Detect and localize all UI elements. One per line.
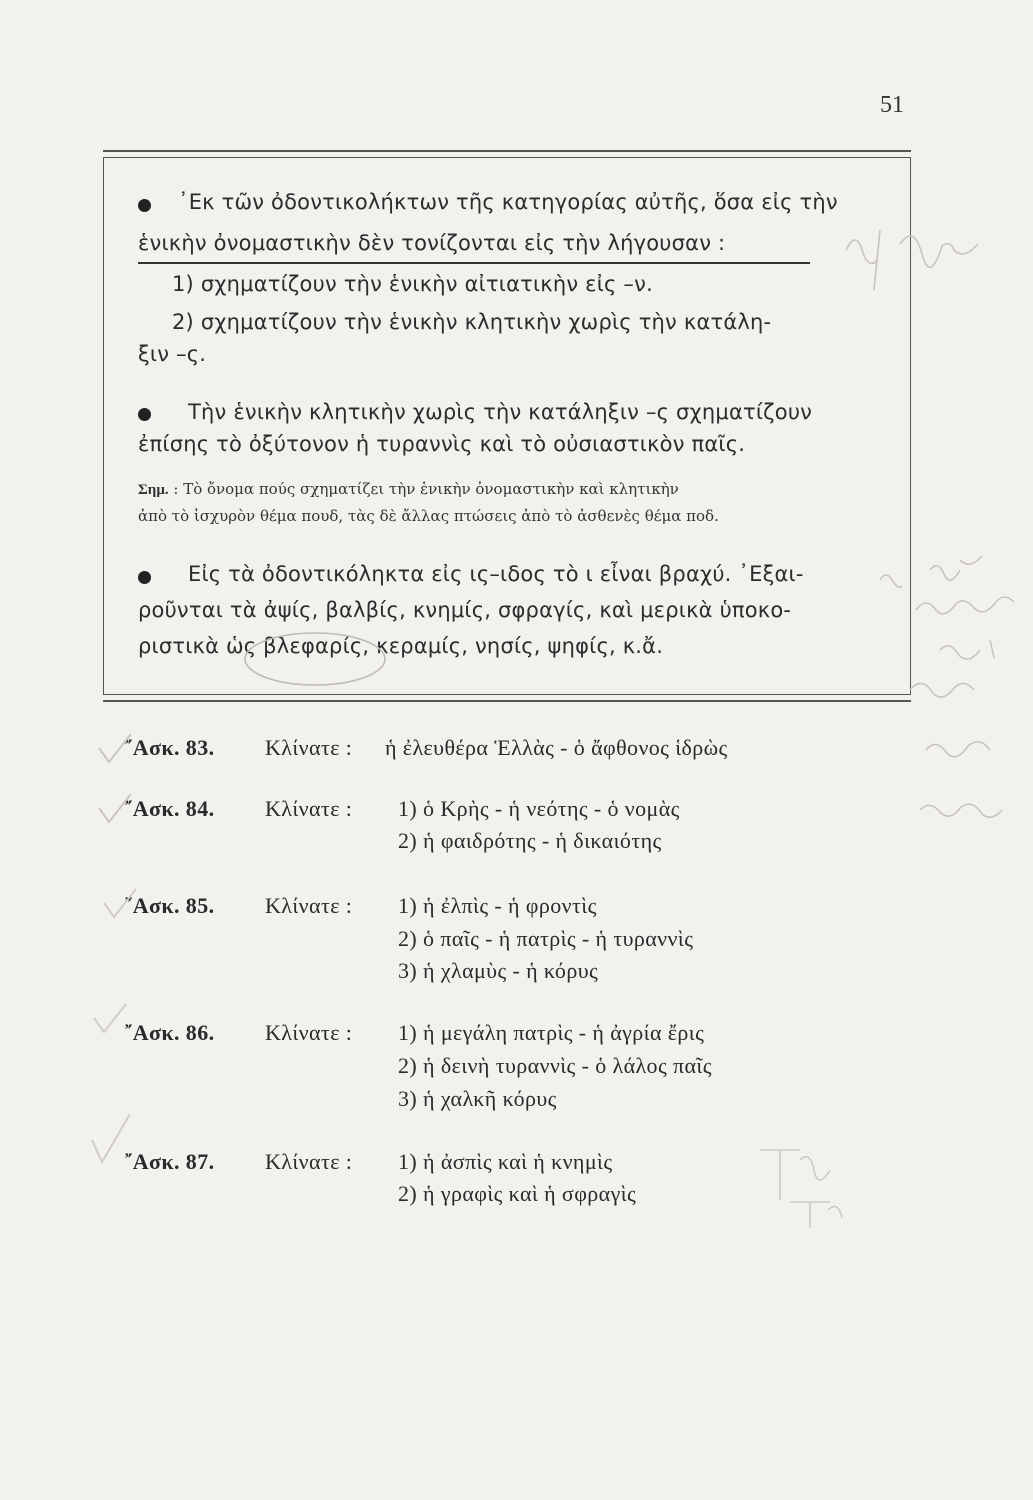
bullet-icon [138, 408, 151, 421]
exercise-85-line3: 3) ἡ χλαμὺς - ἡ κόρυς [398, 958, 599, 983]
rule1-line1: ᾿Εκ τῶν ὀδοντικολήκτων τῆς κατηγορίας αὐτῆς, ὅσα εἰς τὴν [178, 190, 838, 214]
page-number: 51 [880, 92, 904, 118]
exercise-83-label: ῎Ασκ. 83. [125, 735, 215, 760]
note-line2: ἀπὸ τὸ ἰσχυρὸν θέμα πουδ, τὰς δὲ ἄλλας πτώσεις ἀπὸ τὸ ἀσθενὲς θέμα ποδ. [138, 507, 719, 525]
exercise-87-label: ῎Ασκ. 87. [125, 1149, 215, 1174]
pencil-check-icon [90, 1000, 130, 1040]
exercise-85-line1: 1) ἡ ἐλπὶς - ἡ φροντὶς [398, 893, 597, 918]
exercise-86-line1: 1) ἡ μεγάλη πατρὶς - ἡ ἀγρία ἔρις [398, 1020, 705, 1045]
note-line1 [138, 480, 679, 499]
margin-scribble-icon [840, 220, 1030, 880]
exercise-83-verb: Κλίνατε : [265, 735, 353, 760]
pencil-check-icon [95, 730, 135, 770]
rule1-line2: ἑνικὴν ὀνομαστικὴν δὲν τονίζονται εἰς τὴν λήγουσαν : [138, 231, 726, 255]
exercise-84-verb: Κλίνατε : [265, 796, 353, 821]
rule3-line3: ριστικὰ ὡς βλεφαρίς, κεραμίς, νησίς, ψηφίς, κ.ἄ. [138, 634, 664, 658]
pencil-check-icon [88, 1110, 134, 1170]
exercise-86-verb: Κλίνατε : [265, 1020, 353, 1045]
exercise-84-line1: 1) ὁ Κρὴς - ἡ νεότης - ὁ νομὰς [398, 796, 680, 821]
bullet-icon [138, 199, 151, 212]
rule3-line2: ροῦνται τὰ ἀψίς, βαλβίς, κνημίς, σφραγίς, καὶ μερικὰ ὑποκο- [138, 598, 792, 622]
rule1-underline [138, 262, 810, 264]
pencil-check-icon [95, 790, 135, 830]
margin-scribble-icon [740, 1130, 860, 1230]
rule3-line1: Εἰς τὰ ὀδοντικόληκτα εἰς ις–ιδος τὸ ι εἶναι βραχύ. ᾿Εξαι- [188, 562, 804, 586]
rule2-line2: ἐπίσης τὸ ὀξύτονον ἡ τυραννὶς καὶ τὸ οὐσιαστικὸν παῖς. [138, 432, 746, 456]
exercise-85-line2: 2) ὁ παῖς - ἡ πατρὶς - ἡ τυραννὶς [398, 926, 694, 951]
bottom-rule [103, 700, 911, 702]
exercise-87-line1: 1) ἡ ἀσπὶς καὶ ἡ κνημὶς [398, 1149, 613, 1174]
rule1-item2-cont: ξιν –ς. [138, 342, 207, 366]
exercise-84-label: ῎Ασκ. 84. [125, 796, 215, 821]
note-label: Σημ. [138, 482, 169, 498]
bullet-icon [138, 571, 151, 584]
pencil-check-icon [100, 885, 140, 925]
rule1-item2: 2) σχηματίζουν τὴν ἑνικὴν κλητικὴν χωρὶς τὴν κατάλη- [172, 310, 772, 334]
exercise-86-line3: 3) ἡ χαλκῆ κόρυς [398, 1086, 557, 1111]
exercise-86-label: ῎Ασκ. 86. [125, 1020, 215, 1045]
exercise-85-label: ῎Ασκ. 85. [125, 893, 215, 918]
exercise-86-line2: 2) ἡ δεινὴ τυραννὶς - ὁ λάλος παῖς [398, 1053, 712, 1078]
exercise-85-verb: Κλίνατε : [265, 893, 353, 918]
pencil-circle-icon [240, 628, 390, 690]
top-rule [103, 150, 911, 152]
exercise-83-line1: ἡ ἐλευθέρα Ἑλλὰς - ὁ ἄφθονος ἱδρὼς [385, 735, 728, 760]
exercise-87-line2: 2) ἡ γραφὶς καὶ ἡ σφραγὶς [398, 1181, 637, 1206]
note-text1: : Τὸ ὄνομα πούς σχηματίζει τὴν ἑνικὴν ὀνομαστικὴν καὶ κλητικὴν [173, 480, 679, 498]
rule1-item1: 1) σχηματίζουν τὴν ἑνικὴν αἰτιατικὴν εἰς –ν. [172, 272, 653, 296]
rule2-line1: Τὴν ἑνικὴν κλητικὴν χωρὶς τὴν κατάληξιν –ς σχηματίζουν [188, 400, 813, 424]
exercise-84-line2: 2) ἡ φαιδρότης - ἡ δικαιότης [398, 828, 662, 853]
exercise-87-verb: Κλίνατε : [265, 1149, 353, 1174]
